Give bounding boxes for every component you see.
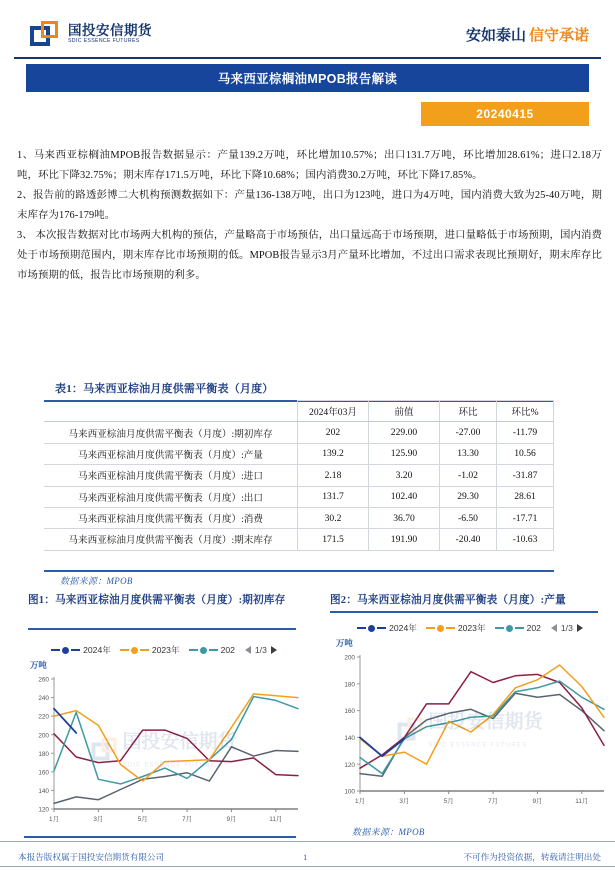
chart-1-svg — [24, 671, 304, 829]
watermark-en: SDIC ESSENCE FUTURES — [122, 762, 222, 769]
legend-item-202[interactable] — [189, 645, 235, 655]
row-label: 马来西亚棕油月度供需平衡表（月度）:期初库存 — [44, 422, 298, 443]
table-header-row — [44, 401, 554, 422]
chart-1-y-unit: 万吨 — [30, 660, 47, 670]
row-current: 139.2 — [298, 443, 369, 464]
figure-2-title: 图2：马来西亚棕油月度供需平衡表（月度）:产量 — [330, 595, 566, 606]
svg-text:140: 140 — [38, 788, 49, 796]
chart-1-underline — [24, 836, 296, 838]
row-mom-pct: -17.71 — [497, 507, 554, 528]
svg-text:9月: 9月 — [532, 798, 543, 805]
report-date: 20240415 — [476, 107, 534, 121]
row-mom-pct: -10.63 — [497, 529, 554, 550]
row-current: 30.2 — [298, 507, 369, 528]
svg-text:160: 160 — [38, 769, 49, 777]
figure-source: 数据来源：MPOB — [352, 827, 425, 837]
row-mom-pct: -31.87 — [497, 465, 554, 486]
chart-1-plot — [24, 671, 304, 834]
table-header-mom: 环比 — [440, 401, 497, 422]
svg-text:120: 120 — [38, 806, 49, 814]
row-previous: 102.40 — [369, 486, 440, 507]
table-row — [44, 422, 554, 443]
prev-page-icon[interactable] — [551, 624, 557, 632]
table-row — [44, 465, 554, 486]
logo-name-en: SDIC ESSENCE FUTURES — [68, 37, 140, 44]
legend-page-indicator: 1/3 — [560, 623, 573, 633]
row-label: 马来西亚棕油月度供需平衡表（月度）:产量 — [44, 443, 298, 464]
row-mom: -1.02 — [440, 465, 497, 486]
paragraph-1: 1、马来西亚棕榈油MPOB报告数据显示：产量139.2万吨，环比增加10.57%；出口131.7万吨，环比增加28.61%；进口2.18万吨，环比下降32.75%；期末库存171.5万吨，环比下降10.68%；国内消费30.2万吨，环比下降17.85%。 — [17, 150, 602, 181]
chart-2-svg — [330, 649, 610, 811]
svg-text:180: 180 — [344, 681, 355, 689]
svg-text:100: 100 — [344, 788, 355, 796]
legend-pager[interactable] — [245, 645, 277, 655]
svg-text:200: 200 — [344, 654, 355, 662]
slogan-blue-text: 安如泰山 — [465, 26, 526, 44]
row-current: 131.7 — [298, 486, 369, 507]
svg-text:5月: 5月 — [443, 798, 454, 805]
watermark-cn: 国投安信期货 — [122, 731, 237, 753]
svg-text:160: 160 — [344, 708, 355, 716]
svg-text:200: 200 — [38, 732, 49, 740]
table-header-current: 2024年03月 — [298, 401, 369, 422]
legend-label: 2023年 — [151, 645, 180, 655]
row-previous: 229.00 — [369, 422, 440, 443]
legend-label: 202 — [526, 623, 541, 633]
row-previous: 3.20 — [369, 465, 440, 486]
row-mom: -20.40 — [440, 529, 497, 550]
legend-page-indicator: 1/3 — [254, 645, 267, 655]
report-body — [17, 146, 602, 286]
watermark-en: SDIC ESSENCE FUTURES — [428, 742, 528, 749]
svg-text:7月: 7月 — [182, 816, 193, 823]
legend-label: 202 — [220, 645, 235, 655]
table-caption: 表1：马来西亚棕油月度供需平衡表（月度） — [55, 383, 274, 395]
legend-item-2024[interactable] — [357, 622, 417, 634]
logo-name-cn: 国投安信期货 — [68, 22, 152, 38]
table-source: 数据来源：MPOB — [60, 576, 133, 586]
paragraph-3: 3、 本次报告数据对比市场两大机构的预估，产量略高于市场预估，出口量远高于市场预期，进口量略低于市场预期，国内消费处于市场预期范围内，期末库存比市场预期的低。MPOB报告显示3月产量环比增加，不过出口需求表现比预期好，期末库存比市场预期的低，报告比市场预期的利多。 — [17, 230, 602, 281]
legend-item-2023[interactable] — [120, 644, 180, 656]
svg-text:3月: 3月 — [399, 798, 410, 805]
row-label: 马来西亚棕油月度供需平衡表（月度）:出口 — [44, 486, 298, 507]
row-previous: 125.90 — [369, 443, 440, 464]
svg-text:7月: 7月 — [488, 798, 499, 805]
chart-2-y-unit: 万吨 — [336, 638, 353, 648]
row-previous: 36.70 — [369, 507, 440, 528]
chart-2-legend — [330, 620, 610, 636]
chart-2 — [330, 620, 610, 818]
next-page-icon[interactable] — [271, 646, 277, 654]
row-mom-pct: -11.79 — [497, 422, 554, 443]
row-label: 马来西亚棕油月度供需平衡表（月度）:消费 — [44, 507, 298, 528]
legend-pager[interactable] — [551, 623, 583, 633]
legend-label: 2023年 — [457, 623, 486, 633]
footer-divider — [0, 841, 615, 842]
table-bottom-rule — [44, 570, 554, 572]
svg-text:140: 140 — [344, 735, 355, 742]
row-mom-pct: 10.56 — [497, 443, 554, 464]
svg-text:11月: 11月 — [575, 798, 589, 805]
legend-label: 2024年 — [389, 623, 417, 633]
balance-table — [44, 400, 554, 551]
company-logo — [30, 21, 152, 48]
logo-text — [68, 24, 152, 45]
row-current: 202 — [298, 422, 369, 443]
svg-text:1月: 1月 — [355, 798, 365, 805]
paragraph-2: 2、报告前的路透彭博二大机构预测数据如下：产量136-138万吨，出口为123吨，进口为4万吨，国内消费大致为25-40万吨，期末库存为176-179吨。 — [17, 190, 602, 221]
page-footer — [0, 846, 615, 868]
svg-text:240: 240 — [38, 695, 49, 703]
legend-label: 2024年 — [83, 645, 111, 655]
table-row — [44, 486, 554, 507]
table-row — [44, 507, 554, 528]
table-header-mom-pct: 环比% — [497, 401, 554, 422]
svg-text:11月: 11月 — [269, 816, 283, 823]
svg-text:9月: 9月 — [226, 816, 237, 823]
legend-item-2024[interactable] — [51, 644, 111, 656]
figure-1-rule — [28, 628, 296, 630]
row-current: 2.18 — [298, 465, 369, 486]
svg-text:5月: 5月 — [137, 816, 148, 823]
page-title: 马来西亚棕榈油MPOB报告解读 — [217, 72, 398, 86]
footer-bottom-divider — [0, 866, 615, 867]
row-mom: 29.30 — [440, 486, 497, 507]
table-row — [44, 529, 554, 550]
next-page-icon[interactable] — [577, 624, 583, 632]
legend-item-202[interactable] — [495, 623, 541, 633]
row-label: 马来西亚棕油月度供需平衡表（月度）:进口 — [44, 465, 298, 486]
svg-text:180: 180 — [38, 750, 49, 758]
svg-text:120: 120 — [344, 761, 355, 769]
figure-1-title: 图1：马来西亚棕油月度供需平衡表（月度）:期初库存 — [28, 595, 286, 606]
row-label: 马来西亚棕油月度供需平衡表（月度）:期末库存 — [44, 529, 298, 550]
footer-page-number: 1 — [303, 852, 308, 862]
row-mom: -6.50 — [440, 507, 497, 528]
row-previous: 191.90 — [369, 529, 440, 550]
svg-text:3月: 3月 — [93, 816, 104, 823]
slogan-orange-text: 信守承诺 — [528, 26, 589, 44]
table-row — [44, 443, 554, 464]
svg-text:220: 220 — [38, 713, 49, 721]
svg-text:260: 260 — [38, 676, 49, 684]
footer-copyright: 本报告版权属于国投安信期货有限公司 — [18, 852, 165, 862]
prev-page-icon[interactable] — [245, 646, 251, 654]
chart-2-plot — [330, 649, 610, 816]
logo-mark-icon — [30, 21, 60, 48]
row-mom: -27.00 — [440, 422, 497, 443]
row-mom-pct: 28.61 — [497, 486, 554, 507]
row-current: 171.5 — [298, 529, 369, 550]
report-title-bar — [26, 64, 589, 92]
header-divider — [14, 57, 601, 59]
chart-1 — [24, 642, 304, 832]
watermark-cn: 国投安信期货 — [428, 711, 543, 733]
figure-2-rule — [330, 611, 598, 613]
footer-disclaimer: 不可作为投资依据，转载请注明出处 — [463, 852, 601, 862]
legend-item-2023[interactable] — [426, 622, 486, 634]
row-mom: 13.30 — [440, 443, 497, 464]
table-header-blank — [44, 401, 298, 422]
report-date-badge — [421, 102, 589, 126]
company-slogan — [466, 24, 589, 45]
svg-text:1月: 1月 — [49, 816, 59, 823]
table-header-previous: 前值 — [369, 401, 440, 422]
chart-1-legend — [24, 642, 304, 658]
